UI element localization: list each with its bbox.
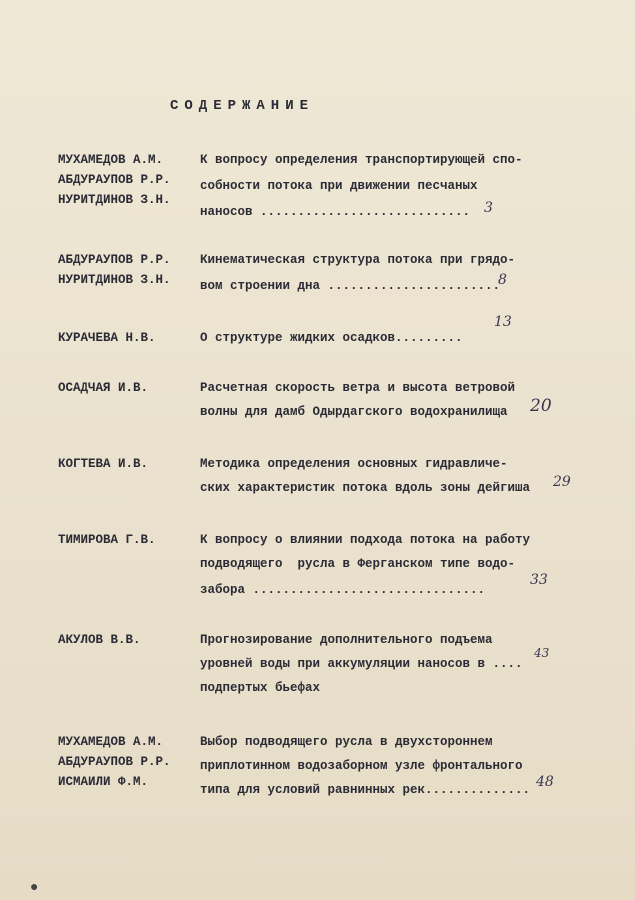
entry-title-line: Методика определения основных гидравличе- xyxy=(200,457,508,471)
page-title: СОДЕРЖАНИЕ xyxy=(170,98,315,114)
author-name: АКУЛОВ В.В. xyxy=(58,633,141,647)
entry-title-line: волны для дамб Одырдагского водохранилища xyxy=(200,405,508,419)
page-number: 20 xyxy=(530,396,552,416)
page-number: 8 xyxy=(498,272,507,288)
author-name: АБДУРАУПОВ Р.Р. xyxy=(58,173,171,187)
authors xyxy=(58,630,141,650)
authors xyxy=(58,454,148,474)
author-name: ОСАДЧАЯ И.В. xyxy=(58,381,149,395)
authors xyxy=(58,732,171,792)
authors xyxy=(58,328,156,348)
entry-title-line: К вопросу определения транспортирующей спо- xyxy=(200,153,523,167)
author-name: АБДУРАУПОВ Р.Р. xyxy=(58,253,171,267)
entry-title-line: типа для условий равнинных рек.............. xyxy=(200,783,531,797)
page-number: 43 xyxy=(534,646,550,660)
entry-title-line: К вопросу о влиянии подхода потока на работу xyxy=(200,533,531,547)
page-number: 29 xyxy=(553,474,571,490)
author-name: МУХАМЕДОВ А.М. xyxy=(58,735,164,749)
entry-title-line: подпертых бьефах xyxy=(200,681,321,695)
entry-title-line: Кинематическая структура потока при грядо- xyxy=(200,253,516,267)
author-name: КУРАЧЕВА Н.В. xyxy=(58,331,156,345)
authors xyxy=(58,378,148,398)
author-name: КОГТЕВА И.В. xyxy=(58,457,149,471)
author-name: НУРИТДИНОВ З.Н. xyxy=(58,273,171,287)
page-number: 33 xyxy=(530,572,548,588)
author-name: МУХАМЕДОВ А.М. xyxy=(58,153,164,167)
page-number: 13 xyxy=(494,314,512,330)
entry-title-line: Расчетная скорость ветра и высота ветровой xyxy=(200,381,516,395)
author-name: НУРИТДИНОВ З.Н. xyxy=(58,193,171,207)
entry-title-line: приплотинном водозаборном узле фронтального xyxy=(200,759,523,773)
entry-title-line: Выбор подводящего русла в двухстороннем xyxy=(200,735,493,749)
page-number: 48 xyxy=(536,774,554,790)
entry-title-line: наносов ............................ xyxy=(200,205,471,219)
author-name: ТИМИРОВА Г.В. xyxy=(58,533,156,547)
entry-title-line: подводящего русла в Ферганском типе водо- xyxy=(200,557,516,571)
entry-title-line: О структуре жидких осадков......... xyxy=(200,331,463,345)
entry-title-line: собности потока при движении песчаных xyxy=(200,179,478,193)
page-number: 3 xyxy=(484,200,493,216)
authors xyxy=(58,530,156,550)
entry-title-line: ских характеристик потока вдоль зоны дейгиша xyxy=(200,481,531,495)
authors xyxy=(58,150,171,210)
authors xyxy=(58,250,171,290)
scan-speck: ● xyxy=(30,880,39,896)
author-name: ИСМАИЛИ Ф.М. xyxy=(58,775,149,789)
entry-title-line: вом строении дна ....................... xyxy=(200,279,501,293)
entry-title-line: забора ............................... xyxy=(200,583,486,597)
author-name: АБДУРАУПОВ Р.Р. xyxy=(58,755,171,769)
entry-title-line: Прогнозирование дополнительного подъема xyxy=(200,633,493,647)
entry-title-line: уровней воды при аккумуляции наносов в .... xyxy=(200,657,523,671)
